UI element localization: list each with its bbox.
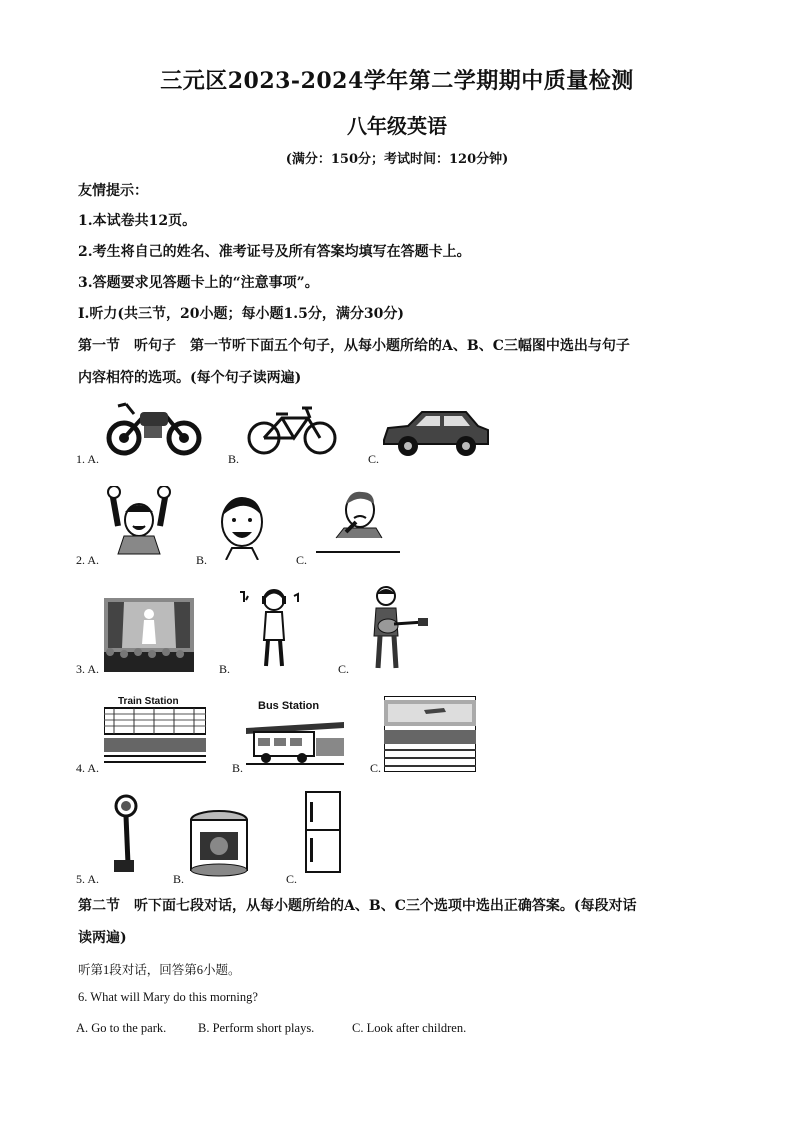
tips-heading: 友情提示： xyxy=(78,183,148,199)
option-label: 5. A. xyxy=(76,872,100,886)
refrigerator-image xyxy=(304,790,344,876)
car-image xyxy=(378,406,492,462)
option-label: 3. A. xyxy=(76,662,100,676)
option-label: C. xyxy=(368,452,380,466)
option-label: C. xyxy=(370,761,382,775)
option-label: B. xyxy=(196,553,208,567)
exam-meta: (满分：150分；考试时间：120分钟) xyxy=(285,152,509,167)
excited-boy-image xyxy=(104,486,174,558)
page-subtitle: 八年级英语 xyxy=(347,114,447,138)
option-label: 2. A. xyxy=(76,553,100,567)
tip-item: 2.考生将自己的姓名、准考证号及所有答案均填写在答题卡上。 xyxy=(78,244,471,260)
boy-with-guitar-image xyxy=(364,584,430,670)
option-label: B. xyxy=(173,872,185,886)
question-6-option-c: C. Look after children. xyxy=(352,1021,467,1035)
section1-instructions-cont: 内容相符的选项。(每个句子读两遍) xyxy=(78,370,302,386)
question-6-option-a: A. Go to the park. xyxy=(76,1021,167,1035)
stage-performance-image xyxy=(104,598,194,672)
rice-cooker-image xyxy=(186,808,252,878)
shower-head-image xyxy=(108,794,142,880)
bus-station-sign: Bus Station xyxy=(258,700,320,712)
section1-instructions: 第一节 听句子 第一节听下面五个句子，从每小题所给的A、B、C三幅图中选出与句子 xyxy=(78,338,630,354)
tip-item: 3.答题要求见答题卡上的“注意事项”。 xyxy=(78,275,319,291)
option-label: C. xyxy=(338,662,350,676)
option-label: B. xyxy=(228,452,240,466)
smiling-boy-image xyxy=(212,492,272,560)
train-station-sign: Train Station xyxy=(118,696,179,707)
boy-with-headphones-image xyxy=(236,586,308,670)
airport-image xyxy=(384,696,476,772)
motorcycle-image xyxy=(104,400,204,458)
worried-boy-image xyxy=(316,486,400,558)
section2-instructions: 第二节 听下面七段对话，从每小题所给的A、B、C三个选项中选出正确答案。(每段对话 xyxy=(78,898,637,914)
option-label: C. xyxy=(286,872,298,886)
option-label: C. xyxy=(296,553,308,567)
option-label: 1. A. xyxy=(76,452,100,466)
dialogue-intro: 听第1段对话，回答第6小题。 xyxy=(78,963,241,977)
section2-instructions-cont: 读两遍) xyxy=(78,930,127,946)
train-station-image xyxy=(104,694,206,768)
question-6-option-b: B. Perform short plays. xyxy=(198,1021,315,1035)
option-label: B. xyxy=(232,761,244,775)
tip-item: 1.本试卷共12页。 xyxy=(78,213,197,229)
option-label: B. xyxy=(219,662,231,676)
bus-station-image xyxy=(246,698,344,770)
listening-heading: Ⅰ.听力(共三节，20小题；每小题1.5分，满分30分) xyxy=(78,306,404,322)
option-label: 4. A. xyxy=(76,761,100,775)
page-title: 三元区2023-2024学年第二学期期中质量检测 xyxy=(160,68,634,94)
question-6-stem: 6. What will Mary do this morning? xyxy=(78,990,258,1004)
bicycle-image xyxy=(246,400,338,458)
